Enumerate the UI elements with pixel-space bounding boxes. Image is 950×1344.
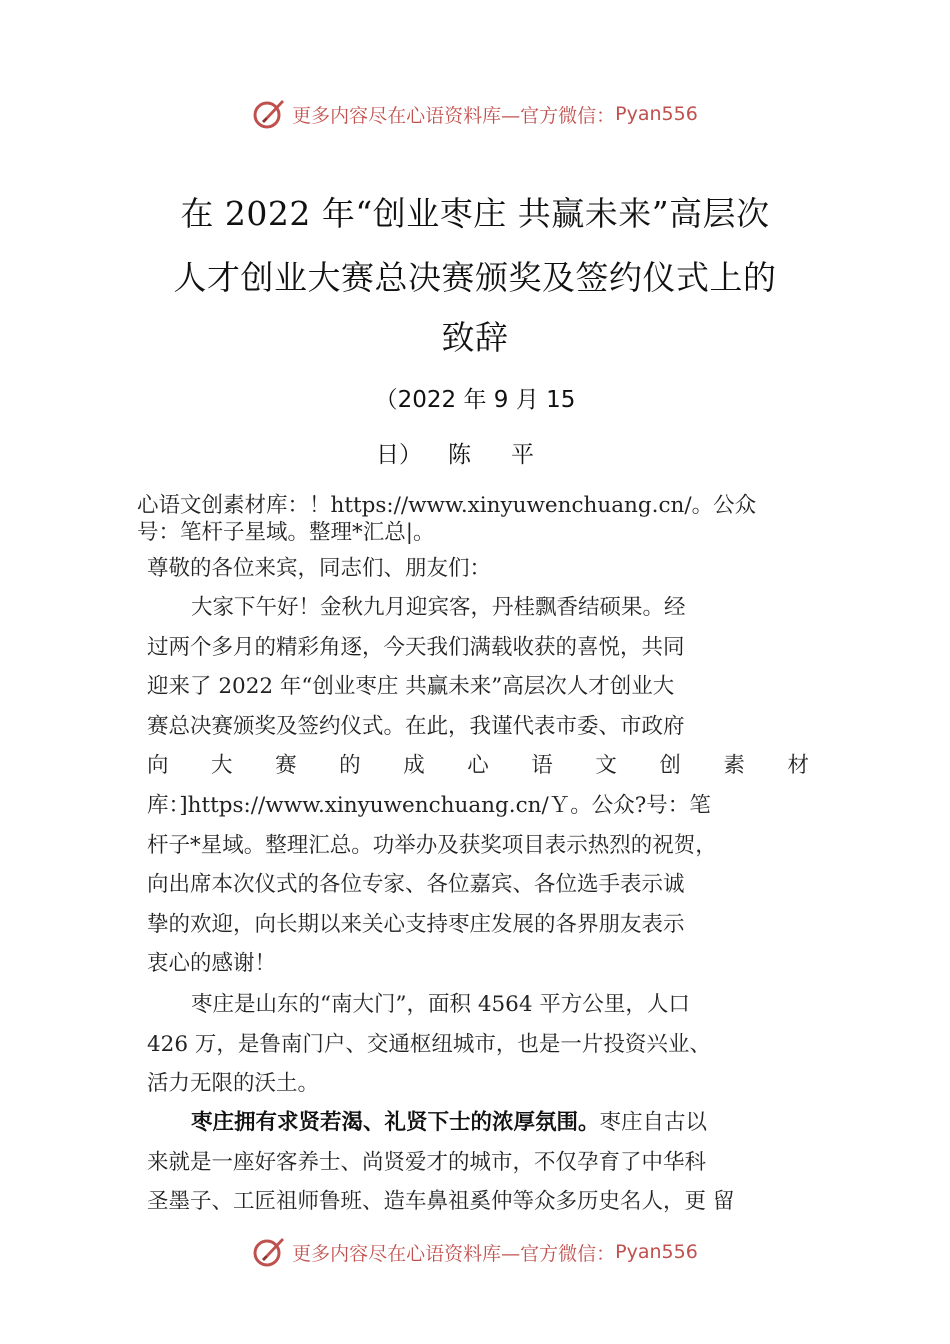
spread-char: 创 (659, 753, 681, 779)
spread-char: 心 (467, 753, 489, 779)
spread-char: 向 (147, 753, 169, 779)
paragraph-line: 迎来了 2022 年“创业枣庄 共赢未来”高层次人才创业大 (147, 674, 675, 700)
banner-wechat-handle: Pyan556 (615, 103, 698, 125)
author-name: 陈平 (448, 442, 574, 468)
spread-char: 材 (787, 753, 809, 779)
spread-char: 成 (403, 753, 425, 779)
spread-char: 大 (211, 753, 233, 779)
paragraph-line: 来就是一座好客养士、尚贤爱才的城市，不仅孕育了中华科 (147, 1149, 707, 1175)
paragraph-2 (147, 985, 809, 1104)
footer-banner (0, 1232, 950, 1272)
spread-char: 素 (723, 753, 745, 779)
paragraph-line: 库：]https://www.xinyuwenchuang.cn/Ｙ。公众?号：笔 (147, 792, 711, 818)
paragraph-line: 圣墨子、工匠祖师鲁班、造车鼻祖奚仲等众多历史名人，更 留 (147, 1189, 735, 1215)
title-line-3: 致辞 (441, 318, 509, 357)
paragraph-line-rest: 枣庄自古以 (599, 1110, 708, 1135)
paragraph-3 (147, 1103, 809, 1222)
paragraph-line: 过两个多月的精彩角逐，今天我们满载收获的喜悦，共同 (147, 634, 685, 660)
paragraph-bold-lead: 枣庄拥有求贤若渴、礼贤下士的浓厚氛围。 (191, 1110, 600, 1135)
title-line-2: 人才创业大赛总决赛颁奖及签约仪式上的 (173, 258, 777, 297)
paragraph-line: 杆子*星域。整理汇总。功举办及获奖项目表示热烈的祝贺， (147, 832, 717, 858)
quill-pen-logo-icon (252, 1235, 286, 1269)
paragraph-spread-line (147, 746, 809, 786)
banner-text: 更多内容尽在心语资料库—官方微信： (292, 104, 616, 127)
spread-char: 语 (531, 753, 553, 779)
paragraph-line: 衷心的感谢！ (147, 951, 277, 977)
paragraph-line: 向出席本次仪式的各位专家、各位嘉宾、各位选手表示诚 (147, 872, 685, 898)
author-line (0, 436, 950, 469)
paragraph-line: 赛总决赛颁奖及签约仪式。在此，我谨代表市委、市政府 (147, 713, 685, 739)
header-banner (0, 94, 950, 134)
banner-wechat-handle: Pyan556 (615, 1241, 698, 1263)
source-note-line-2: 号：笔杆子星域。整理*汇总|。 (137, 520, 435, 545)
paragraph-line: 枣庄是山东的“南大门”，面积 4564 平方公里，人口 (191, 992, 690, 1017)
spread-char: 文 (595, 753, 617, 779)
spread-char: 的 (339, 753, 361, 779)
paragraph-line: 大家下午好！金秋九月迎宾客，丹桂飘香结硕果。经 (191, 595, 686, 620)
source-note (137, 492, 837, 546)
date-line: （2022 年 9 月 15 (374, 387, 576, 413)
spread-char: 赛 (275, 753, 297, 779)
date-day-suffix: 日） (376, 442, 422, 468)
source-note-line-1: 心语文创素材库：！https://www.xinyuwenchuang.cn/。公众 (137, 493, 757, 518)
quill-pen-logo-icon (252, 97, 286, 131)
paragraph-line: 426 万，是鲁南门户、交通枢纽城市，也是一片投资兴业、 (147, 1031, 711, 1057)
paragraph-1 (147, 588, 809, 984)
paragraph-first-line (147, 1103, 809, 1143)
paragraph-line: 活力无限的沃土。 (147, 1071, 320, 1097)
greeting: 尊敬的各位来宾，同志们、朋友们： (147, 556, 492, 581)
banner-text: 更多内容尽在心语资料库—官方微信： (292, 1242, 616, 1265)
paragraph-line: 挚的欢迎，向长期以来关心支持枣庄发展的各界朋友表示 (147, 911, 685, 937)
title-line-1: 在 2022 年“创业枣庄 共赢未来”高层次 (180, 194, 770, 233)
